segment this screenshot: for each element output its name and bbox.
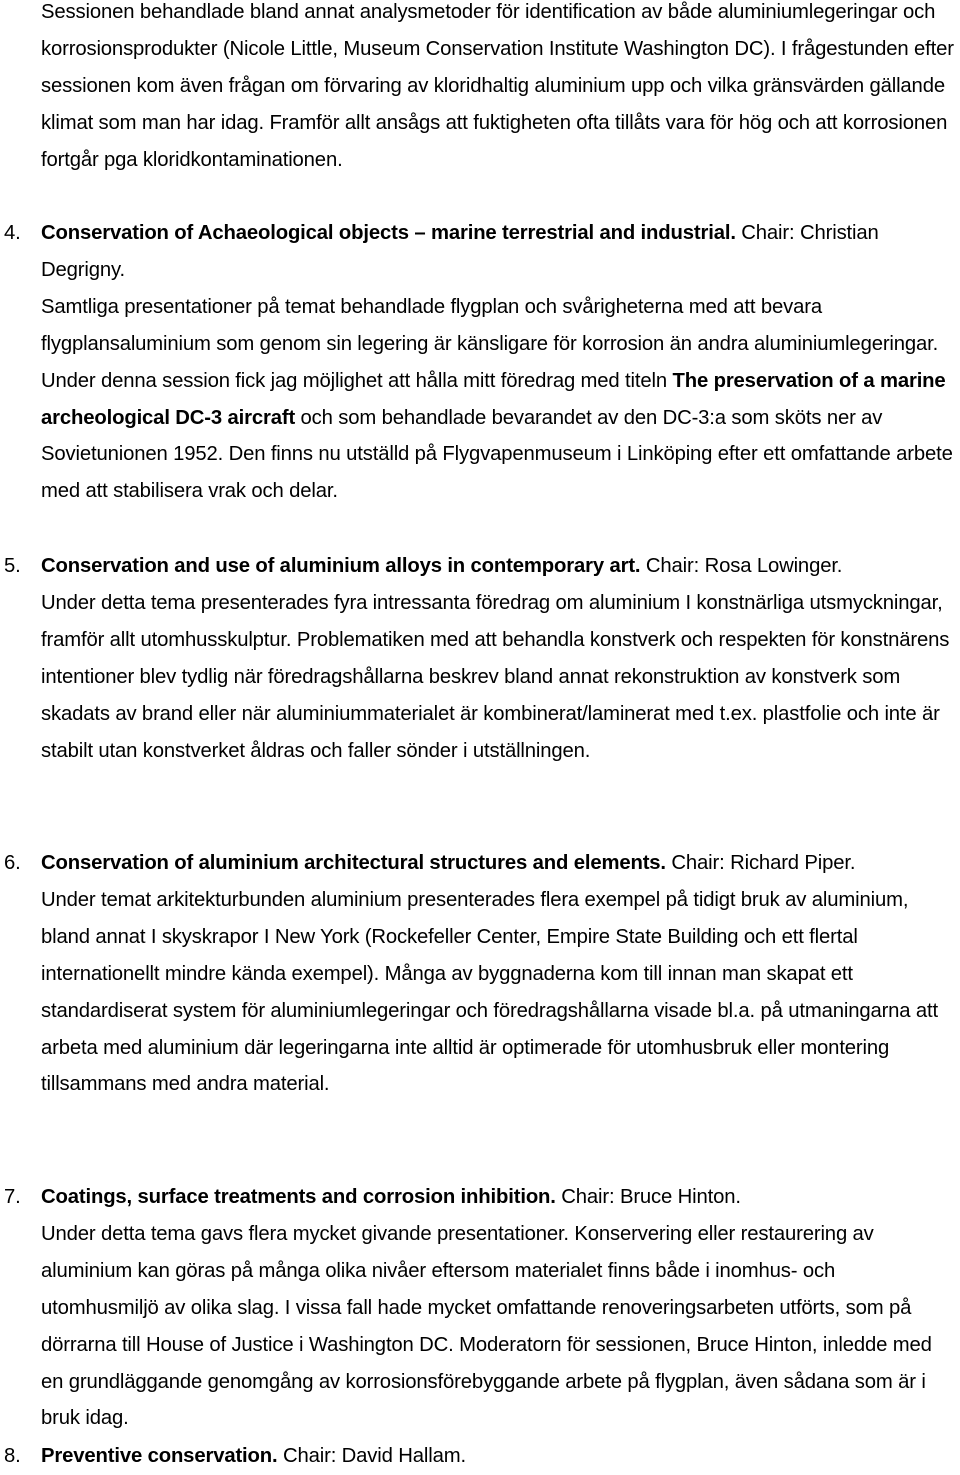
- session-title: Conservation of Achaeological objects – marine terrestrial and industrial.: [41, 222, 736, 244]
- session-chair: Chair: David Hallam.: [277, 1445, 466, 1467]
- item-content: [41, 1179, 957, 1216]
- session-chair: Chair: Richard Piper.: [665, 852, 856, 874]
- item-number: 8.: [4, 1445, 21, 1467]
- item-number: 7.: [4, 1186, 21, 1208]
- item-number: 6.: [4, 852, 21, 874]
- session-title: Preventive conservation.: [41, 1445, 278, 1467]
- list-item-4: [0, 215, 957, 510]
- session-body: Under detta tema gavs flera mycket givande presentationer. Konservering eller restaurering av aluminium kan göras på många olika nivåer eftersom materialet finns både i inomhus- och utomhusmiljö av olika slag. I vissa fall hade mycket omfattande renoveringsarbeten utförts, som på dörrarna till House of Justice i Washington DC. Moderatorn för sessionen, Bruce Hinton, inledde med en grundläggande genomgång av korrosionsförebyggande arbete på flygplan, även sådana som är i bruk idag.: [41, 1222, 932, 1430]
- intro-text: Sessionen behandlade bland annat analysmetoder för identification av både aluminiumlegeringar och korrosionsprodukter (Nicole Little, Museum Conservation Institute Washington DC). I frågestunden efter sessionen kom även frågan om förvaring av kloridhaltig aluminium upp och vilka gränsvärden gällande klimat som man har idag. Framför allt ansågs att fuktigheten ofta tillåts vara för hög och att korrosionen fortgår pga kloridkontaminationen.: [41, 1, 954, 171]
- item-number: 4.: [4, 222, 21, 244]
- session-chair: Chair: Christian Degrigny.: [41, 222, 879, 281]
- session-title: Conservation and use of aluminium alloys in contemporary art.: [41, 555, 641, 577]
- list-item-6: [0, 845, 957, 1103]
- session-body: Under detta tema presenterades fyra intressanta föredrag om aluminium I konstnärliga utsmyckningar, framför allt utomhusskulptur. Problematiken med att behandla konstverk och respekten för konstnärens intentioner blev tydlig när föredragshållarna beskrev bland annat rekonstruktion av konstverk som skadats av brand eller när aluminiummaterialet är kombinerat/laminerat med t.ex. plastfolie och inte är stabilt utan konstverket åldras och faller sönder i utställningen.: [41, 591, 950, 762]
- list-item-7: [0, 1179, 957, 1437]
- session-title: Conservation of aluminium architectural structures and elements.: [41, 852, 666, 874]
- item-content: [41, 548, 957, 585]
- session-chair: Chair: Rosa Lowinger.: [640, 555, 843, 577]
- item-content: [41, 1438, 957, 1475]
- intro-paragraph: [41, 0, 957, 179]
- session-body: Samtliga presentationer på temat behandlade flygplan och svårigheterna med att bevara flygplansaluminium som genom sin legering är känsligare för korrosion än andra aluminiumlegeringar. Under denna session fick jag möjlighet att hålla mitt föredrag med titeln The preservation of a marine archeological DC-3 aircraft och som behandlade bevarandet av den DC-3:a som sköts ner av Sovietunionen 1952. Den finns nu utställd på Flygvapenmuseum i Linköping efter ett omfattande arbete med att stabilisera vrak och delar.: [41, 295, 953, 503]
- list-item-5: [0, 548, 957, 769]
- talk-title: The preservation of a marine archeological DC-3 aircraft: [41, 369, 946, 429]
- item-content: [41, 215, 957, 289]
- session-body: Under temat arkitekturbunden aluminium presenterades flera exempel på tidigt bruk av aluminium, bland annat I skyskrapor I New York (Rockefeller Center, Empire State Building och ett flertal internationellt mindre kända exempel). Många av byggnaderna kom till innan man skapat ett standardiserat system för aluminiumlegeringar och föredragshållarna visade bl.a. på utmaningarna att arbeta med aluminium där legeringarna inte alltid är optimerade för utomhusbruk eller montering tillsammans med andra material.: [41, 888, 939, 1096]
- list-item-8: [0, 1438, 957, 1475]
- session-title: Coatings, surface treatments and corrosion inhibition.: [41, 1186, 556, 1208]
- item-number: 5.: [4, 555, 21, 577]
- session-chair: Chair: Bruce Hinton.: [555, 1186, 741, 1208]
- item-content: [41, 845, 957, 882]
